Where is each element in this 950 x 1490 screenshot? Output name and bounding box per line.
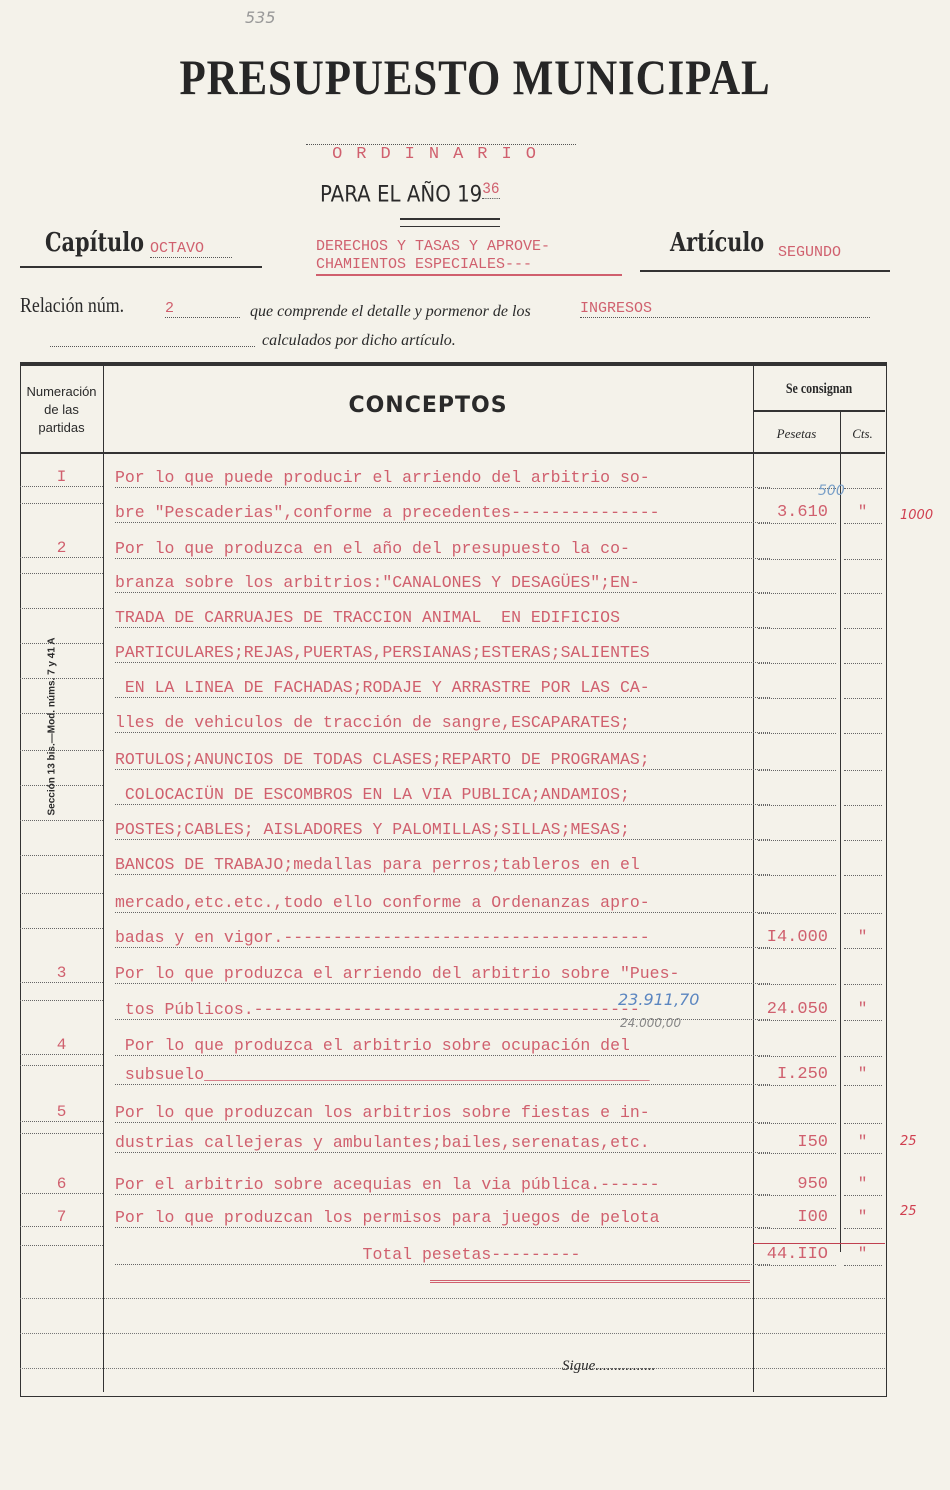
cts-value: ": [857, 1065, 868, 1083]
pesetas-value: 24.050: [766, 1000, 828, 1019]
partida-number: [20, 573, 103, 574]
pesetas-line: [758, 713, 836, 734]
cts-line: [844, 893, 882, 914]
pesetas-line: [758, 785, 836, 806]
pesetas-line: [758, 820, 836, 841]
partida-number: [20, 643, 103, 644]
partida-number: [20, 1065, 103, 1066]
table-row: [20, 1133, 885, 1153]
section-underline: [316, 274, 622, 276]
handwritten-note: 23.911,70: [618, 990, 700, 1009]
divider: [20, 266, 262, 268]
partida-number: [20, 855, 103, 856]
pesetas-value: I00: [797, 1208, 828, 1227]
section-title-line1: DERECHOS Y TASAS Y APROVE-: [316, 238, 551, 255]
cts-line: [844, 1103, 882, 1124]
pesetas-line: [758, 893, 836, 914]
pesetas-line: [758, 1103, 836, 1124]
table-row: [20, 1245, 885, 1265]
col-header-cts: Cts.: [852, 426, 873, 441]
partida-number: [20, 928, 103, 929]
concept-text: ROTULOS;ANUNCIOS DE TODAS CLASES;REPARTO DE PROGRAMAS;: [115, 750, 770, 770]
table-row: [20, 503, 885, 523]
cts-line: [844, 855, 882, 876]
cts-line: [844, 643, 882, 664]
pesetas-line: [758, 539, 836, 560]
partida-number: [20, 503, 103, 504]
year-line: [320, 180, 500, 207]
table-row: [20, 1175, 885, 1195]
pesetas-line: [758, 608, 836, 629]
cts-line: [844, 820, 882, 841]
empty-row-line: [20, 1333, 885, 1334]
empty-row-line: [20, 1298, 885, 1299]
sum-line: [753, 1243, 885, 1244]
divider: [640, 270, 890, 272]
pesetas-line: [758, 855, 836, 876]
year-label: PARA EL AÑO 19: [320, 182, 483, 208]
concept-text: COLOCACIÜN DE ESCOMBROS EN LA VIA PUBLICA;ANDAMIOS;: [115, 785, 770, 805]
cts-line: [844, 539, 882, 560]
handwritten-note: 500: [818, 483, 845, 499]
form-reference: Sección 13 bis.—Mod. núms. 7 y 41 A: [46, 637, 58, 816]
relacion-label: Relación núm.: [20, 293, 125, 317]
concept-text: tos Públicos.---------------------------------------: [115, 1000, 770, 1020]
concept-text: Por lo que produzca el arriendo del arbitrio sobre "Pues-: [115, 964, 770, 984]
concept-text: TRADA DE CARRUAJES DE TRACCION ANIMAL EN EDIFICIOS: [115, 608, 770, 628]
cts-line: [844, 678, 882, 699]
partida-number: 2: [20, 539, 103, 558]
concept-text: badas y en vigor.-------------------------------------: [115, 928, 770, 948]
budget-type: ORDINARIO: [306, 144, 576, 164]
cts-line: [844, 964, 882, 985]
partida-number: [20, 820, 103, 821]
ornament-divider: [400, 218, 500, 227]
header-divider: [20, 452, 885, 454]
pesetas-line: [758, 643, 836, 664]
cts-line: [844, 573, 882, 594]
table-row: [20, 1065, 885, 1085]
concept-text: EN LA LINEA DE FACHADAS;RODAJE Y ARRASTRE POR LAS CA-: [115, 678, 770, 698]
pesetas-value: 44.IIO: [766, 1245, 828, 1264]
sigue-text: Sigue................: [562, 1358, 656, 1374]
concept-text: lles de vehiculos de tracción de sangre,ESCAPARATES;: [115, 713, 770, 733]
concept-text: mercado,etc.etc.,todo ello conforme a Ordenanzas apro-: [115, 893, 770, 913]
table-row: [20, 893, 885, 913]
table-row: [20, 1036, 885, 1056]
pesetas-value: I4.000: [766, 928, 828, 947]
partida-number: [20, 785, 103, 786]
handwritten-note: 24.000,00: [620, 1016, 682, 1030]
pesetas-line: [758, 678, 836, 699]
concept-text: Por lo que puede producir el arriendo del arbitrio so-: [115, 468, 770, 488]
header-divider: [753, 410, 885, 412]
col-header-pesetas: Pesetas: [776, 426, 817, 441]
concept-text: subsuelo_____________________________________________: [115, 1065, 770, 1085]
table-row: [20, 820, 885, 840]
table-row: [20, 785, 885, 805]
calculados-text: calculados por dicho artículo.: [262, 332, 456, 349]
table-row: [20, 713, 885, 733]
cts-value: ": [857, 503, 868, 521]
col-header-num: Numeración de las partidas: [26, 384, 97, 435]
pesetas-line: [758, 1036, 836, 1057]
handwritten-note: 1000: [900, 508, 934, 523]
pesetas-line: [758, 750, 836, 771]
section-title-line2: CHAMIENTOS ESPECIALES---: [316, 256, 533, 273]
col-header-consignan: Se consignan: [785, 381, 853, 397]
table-row: [20, 573, 885, 593]
partida-number: [20, 1245, 103, 1246]
total-double-underline: [430, 1280, 750, 1283]
partida-number: 3: [20, 964, 103, 983]
concept-text: Por lo que produzcan los permisos para juegos de pelota: [115, 1208, 770, 1228]
concept-text: PARTICULARES;REJAS,PUERTAS,PERSIANAS;ESTERAS;SALIENTES: [115, 643, 770, 663]
articulo-label: Artículo: [670, 228, 765, 258]
cts-value: ": [857, 928, 868, 946]
partida-number: 5: [20, 1103, 103, 1122]
concept-text: Por lo que produzcan los arbitrios sobre fiestas e in-: [115, 1103, 770, 1123]
pesetas-value: 3.610: [776, 503, 828, 522]
handwritten-note: 25: [900, 1134, 917, 1149]
table-row: [20, 928, 885, 948]
concept-text: Por lo que produzca en el año del presupuesto la co-: [115, 539, 770, 559]
relacion-value: 2: [165, 300, 240, 318]
table-row: [20, 1000, 885, 1020]
pesetas-value: I.250: [776, 1065, 828, 1084]
partida-number: [20, 713, 103, 714]
concept-text: Total pesetas---------: [115, 1245, 770, 1265]
cts-value: ": [857, 1133, 868, 1151]
partida-number: 7: [20, 1208, 103, 1227]
partida-number: 6: [20, 1175, 103, 1194]
cts-value: ": [857, 1000, 868, 1018]
cts-line: [844, 1036, 882, 1057]
concept-text: Por el arbitrio sobre acequias en la via pública.------: [115, 1175, 770, 1195]
partida-number: [20, 750, 103, 751]
pesetas-value: 950: [797, 1175, 828, 1194]
table-row: [20, 678, 885, 698]
cts-value: ": [857, 1175, 868, 1193]
articulo-value: SEGUNDO: [778, 244, 842, 261]
document-title: PRESUPUESTO MUNICIPAL: [179, 49, 771, 105]
partida-number: [20, 1133, 103, 1134]
year-value: 36: [482, 180, 500, 198]
concept-text: bre "Pescaderias",conforme a precedentes---------------: [115, 503, 770, 523]
cts-line: [844, 785, 882, 806]
concept-text: branza sobre los arbitrios:"CANALONES Y DESAGÜES";EN-: [115, 573, 770, 593]
handwritten-note: 25: [900, 1204, 917, 1219]
table-row: [20, 539, 885, 559]
cts-line: [844, 608, 882, 629]
pesetas-line: [758, 573, 836, 594]
table-row: [20, 643, 885, 663]
concept-text: BANCOS DE TRABAJO;medallas para perros;tableros en el: [115, 855, 770, 875]
cts-line: [844, 468, 882, 489]
relacion-text: que comprende el detalle y pormenor de los: [250, 303, 531, 320]
table-row: [20, 468, 885, 488]
cts-value: ": [857, 1245, 868, 1263]
pesetas-value: I50: [797, 1133, 828, 1152]
table-row: [20, 855, 885, 875]
empty-row-line: [20, 1368, 885, 1369]
col-header-conceptos: CONCEPTOS: [348, 393, 508, 418]
table-row: [20, 750, 885, 770]
table-row: [20, 1208, 885, 1228]
cts-value: ": [857, 1208, 868, 1226]
blank-line: [50, 346, 255, 347]
concept-text: dustrias callejeras y ambulantes;bailes,serenatas,etc.: [115, 1133, 770, 1153]
concept-text: POSTES;CABLES; AISLADORES Y PALOMILLAS;SILLAS;MESAS;: [115, 820, 770, 840]
page-number: 535: [245, 8, 276, 27]
relacion-type: INGRESOS: [580, 300, 870, 318]
partida-number: I: [20, 468, 103, 487]
partida-number: [20, 678, 103, 679]
table-row: [20, 1103, 885, 1123]
concept-text: Por lo que produzca el arbitrio sobre ocupación del: [115, 1036, 770, 1056]
cts-line: [844, 713, 882, 734]
partida-number: [20, 1000, 103, 1001]
table-row: [20, 608, 885, 628]
partida-number: [20, 608, 103, 609]
partida-number: 4: [20, 1036, 103, 1055]
pesetas-line: [758, 964, 836, 985]
cts-line: [844, 750, 882, 771]
capitulo-label: Capítulo: [45, 228, 144, 258]
table-row: [20, 964, 885, 984]
partida-number: [20, 893, 103, 894]
capitulo-value: OCTAVO: [150, 240, 232, 258]
